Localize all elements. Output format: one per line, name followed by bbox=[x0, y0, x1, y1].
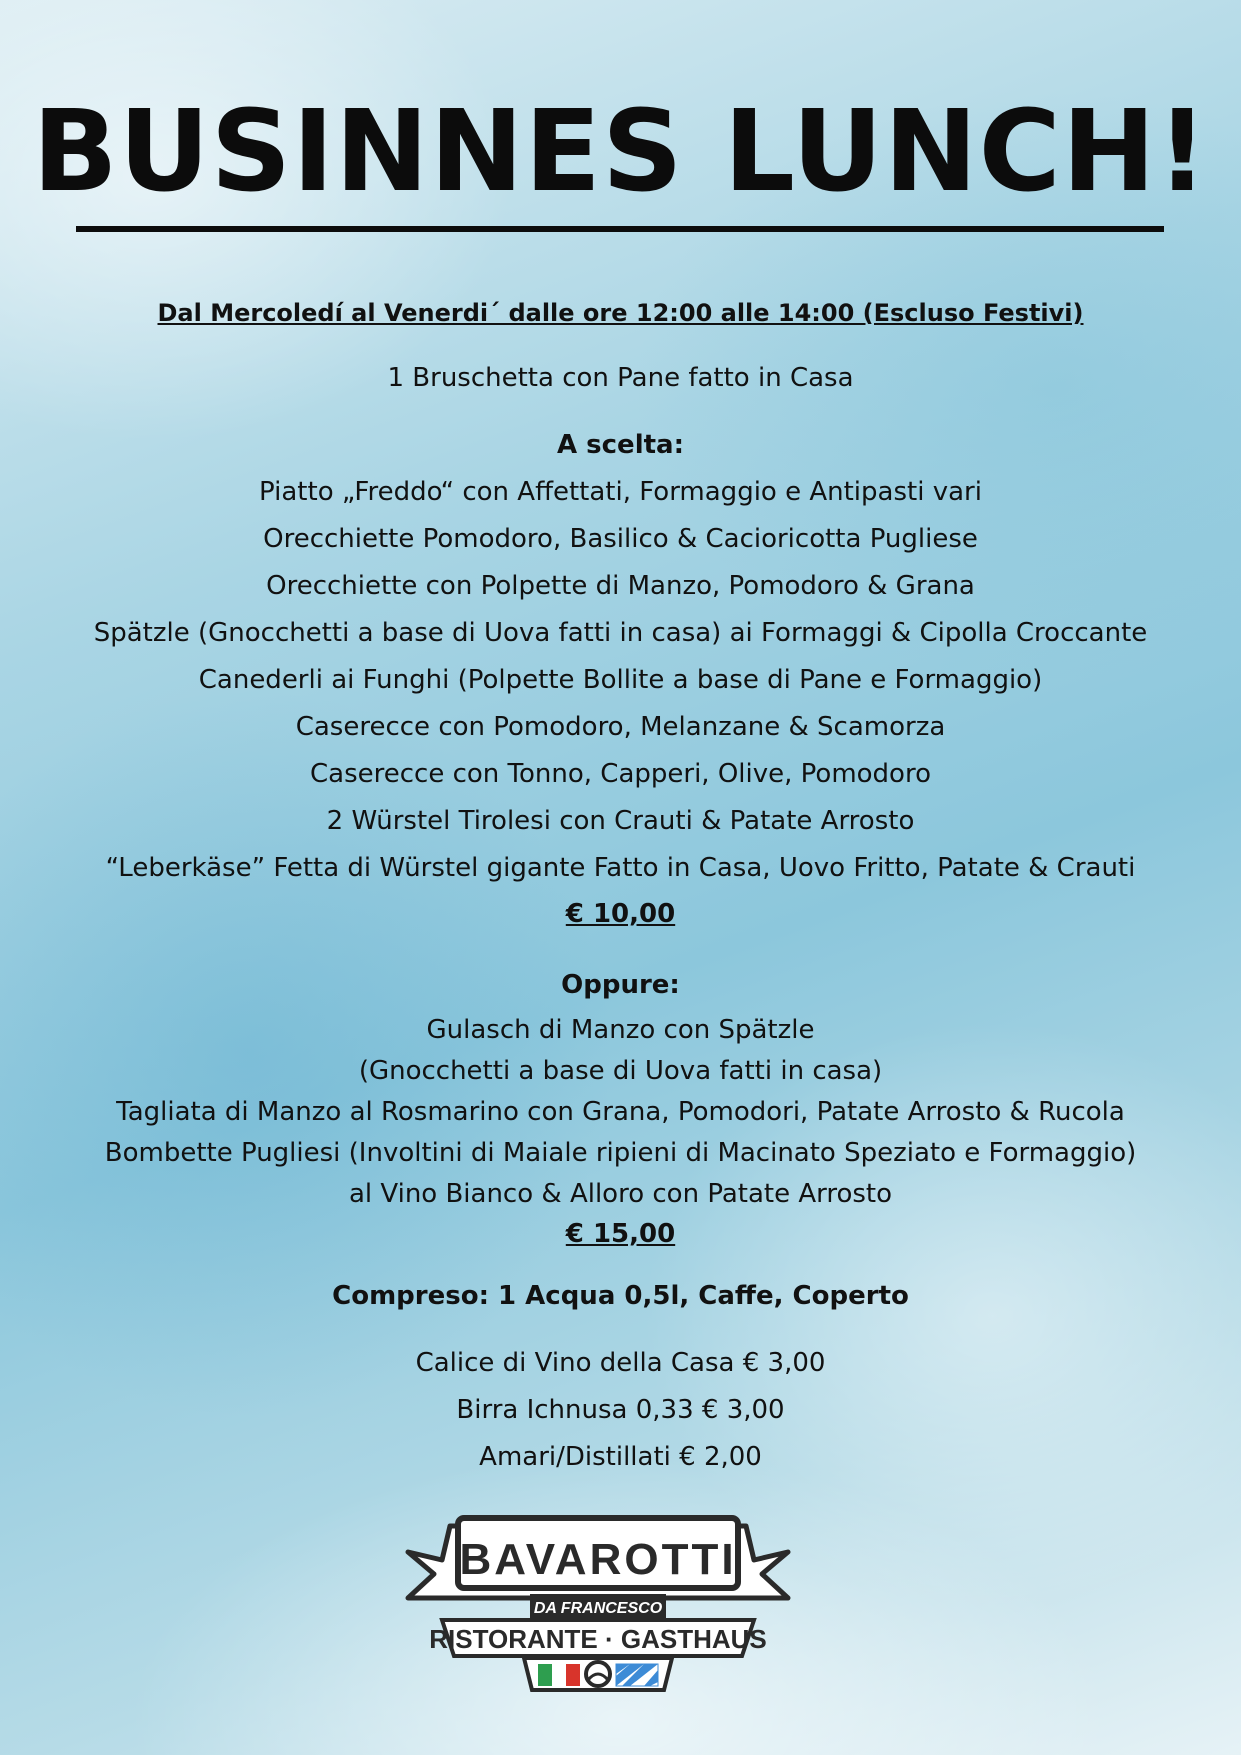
title-underline bbox=[76, 226, 1164, 232]
section1-item: Canederli ai Funghi (Polpette Bollite a base di Pane e Formaggio) bbox=[198, 665, 1043, 695]
section1-item: Orecchiette Pomodoro, Basilico & Cacioricotta Pugliese bbox=[263, 524, 978, 554]
section1-heading: A scelta: bbox=[557, 430, 684, 460]
section1-item: Piatto „Freddo“ con Affettati, Formaggio e Antipasti vari bbox=[259, 477, 982, 507]
section2-item: al Vino Bianco & Alloro con Patate Arrosto bbox=[348, 1179, 893, 1209]
schedule-text: Dal Mercoledí al Venerdi´ dalle ore 12:00 alle 14:00 (Escluso Festivi) bbox=[157, 299, 1084, 327]
logo-name: BAVAROTTI bbox=[459, 1535, 737, 1584]
included-note: Compreso: 1 Acqua 0,5l, Caffe, Coperto bbox=[332, 1281, 909, 1311]
logo-subtitle: DA FRANCESCO bbox=[533, 1600, 663, 1617]
page-title: BUSINNES LUNCH! bbox=[32, 87, 1209, 217]
section1-item: Caserecce con Tonno, Capperi, Olive, Pomodoro bbox=[310, 759, 931, 789]
italian-flag-icon bbox=[538, 1664, 580, 1686]
section2-heading: Oppure: bbox=[561, 970, 680, 1000]
section2-item: (Gnocchetti a base di Uova fatti in casa) bbox=[358, 1056, 883, 1086]
section1-item: Orecchiette con Polpette di Manzo, Pomodoro & Grana bbox=[266, 571, 975, 601]
section1-item: 2 Würstel Tirolesi con Crauti & Patate Arrosto bbox=[326, 806, 915, 836]
section2-price: € 15,00 bbox=[565, 1219, 676, 1249]
section2-item: Gulasch di Manzo con Spätzle bbox=[426, 1015, 815, 1045]
section1-item: Caserecce con Pomodoro, Melanzane & Scamorza bbox=[295, 712, 946, 742]
restaurant-logo bbox=[402, 1508, 794, 1698]
logo-tagline: RISTORANTE · GASTHAUS bbox=[429, 1624, 767, 1654]
starter-item: 1 Bruschetta con Pane fatto in Casa bbox=[387, 363, 854, 393]
section2-item: Tagliata di Manzo al Rosmarino con Grana, Pomodori, Patate Arrosto & Rucola bbox=[116, 1097, 1125, 1127]
section1-item: “Leberkäse” Fetta di Würstel gigante Fatto in Casa, Uovo Fritto, Patate & Crauti bbox=[105, 853, 1136, 883]
extra-item: Birra Ichnusa 0,33 € 3,00 bbox=[456, 1395, 785, 1425]
extra-item: Calice di Vino della Casa € 3,00 bbox=[415, 1348, 826, 1378]
section1-item: Spätzle (Gnocchetti a base di Uova fatti in casa) ai Formaggi & Cipolla Croccante bbox=[93, 618, 1148, 648]
section1-price: € 10,00 bbox=[565, 899, 676, 929]
bavarian-flag-icon bbox=[616, 1664, 658, 1686]
extra-item: Amari/Distillati € 2,00 bbox=[479, 1442, 762, 1472]
section2-item: Bombette Pugliesi (Involtini di Maiale ripieni di Macinato Speziato e Formaggio) bbox=[104, 1138, 1137, 1168]
